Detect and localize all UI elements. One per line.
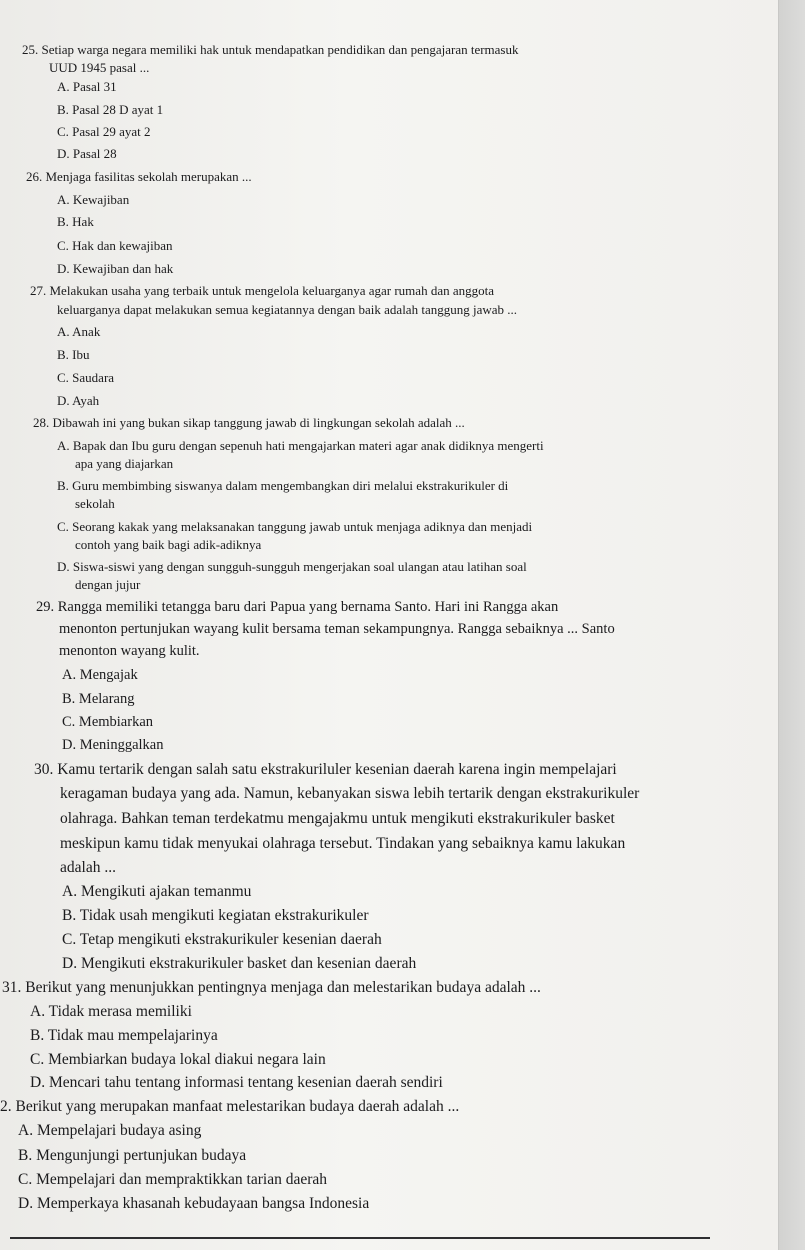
question-28-option-b-line-1[interactable]: B. Guru membimbing siswanya dalam mengembangkan diri melalui ekstrakurikuler di [57, 478, 509, 493]
question-number: 26. [26, 169, 43, 184]
question-32-option-a[interactable]: A. Mempelajari budaya asing [18, 1122, 202, 1139]
question-25-option-a[interactable]: A. Pasal 31 [57, 79, 117, 94]
question-25-option-d[interactable]: D. Pasal 28 [57, 146, 117, 161]
question-30-option-c[interactable]: C. Tetap mengikuti ekstrakurikuler kesenian daerah [62, 931, 382, 948]
question-30-option-a[interactable]: A. Mengikuti ajakan temanmu [62, 883, 252, 900]
question-30-stem-line-3: olahraga. Bahkan teman terdekatmu mengajakmu untuk mengikuti ekstrakurikuler basket [60, 810, 615, 827]
question-text: Setiap warga negara memiliki hak untuk mendapatkan pendidikan dan pengajaran termasuk [41, 42, 519, 57]
bottom-divider [10, 1237, 710, 1239]
question-number: 2. [0, 1098, 12, 1115]
question-25-option-c[interactable]: C. Pasal 29 ayat 2 [57, 124, 151, 139]
question-30-stem-line-1 [34, 762, 617, 778]
question-26-option-b[interactable]: B. Hak [57, 214, 94, 229]
question-29-stem-line-3: menonton wayang kulit. [59, 643, 200, 659]
question-29-option-d[interactable]: D. Meninggalkan [62, 737, 164, 753]
question-29-option-c[interactable]: C. Membiarkan [62, 714, 154, 730]
question-26-stem [26, 170, 252, 183]
question-31-option-c[interactable]: C. Membiarkan budaya lokal diakui negara lain [30, 1051, 326, 1068]
question-27-option-b[interactable]: B. Ibu [57, 347, 90, 362]
question-27-stem-line-1 [30, 284, 494, 297]
question-text: Kamu tertarik dengan salah satu ekstrakuriluler kesenian daerah karena ingin mempelajari [57, 761, 617, 778]
question-31-option-b[interactable]: B. Tidak mau mempelajarinya [30, 1027, 218, 1044]
question-text: Berikut yang menunjukkan pentingnya menjaga dan melestarikan budaya adalah ... [25, 979, 541, 996]
question-27-option-d[interactable]: D. Ayah [57, 393, 100, 408]
question-number: 25. [22, 42, 39, 57]
question-number: 28. [33, 415, 50, 430]
question-29-stem-line-1 [36, 600, 558, 615]
question-29-option-b[interactable]: B. Melarang [62, 691, 135, 707]
question-30-option-d[interactable]: D. Mengikuti ekstrakurikuler basket dan kesenian daerah [62, 955, 417, 972]
question-26-option-c[interactable]: C. Hak dan kewajiban [57, 238, 173, 253]
question-25-stem-line-2: UUD 1945 pasal ... [49, 60, 150, 75]
question-28-option-a-line-1[interactable]: A. Bapak dan Ibu guru dengan sepenuh hati mengajarkan materi agar anak didiknya mengerti [57, 438, 544, 453]
question-27-option-c[interactable]: C. Saudara [57, 370, 115, 385]
question-27-stem-line-2: keluarganya dapat melakukan semua kegiatannya dengan baik adalah tanggung jawab ... [57, 302, 518, 317]
question-number: 29. [36, 599, 55, 615]
question-32-option-b[interactable]: B. Mengunjungi pertunjukan budaya [18, 1147, 247, 1164]
question-text: Melakukan usaha yang terbaik untuk mengelola keluarganya agar rumah dan anggota [49, 283, 494, 298]
question-28-option-d-line-1[interactable]: D. Siswa-siswi yang dengan sungguh-sungguh mengerjakan soal ulangan atau latihan soal [57, 559, 527, 574]
question-31-option-a[interactable]: A. Tidak merasa memiliki [30, 1003, 192, 1020]
question-text: Menjaga fasilitas sekolah merupakan ... [45, 169, 252, 184]
question-28-option-c-line-1[interactable]: C. Seorang kakak yang melaksanakan tanggung jawab untuk menjaga adiknya dan menjadi [57, 519, 533, 534]
question-28-option-c-line-2[interactable]: contoh yang baik bagi adik-adiknya [75, 537, 262, 552]
question-number: 30. [34, 761, 54, 778]
question-text: Berikut yang merupakan manfaat melestarikan budaya daerah adalah ... [15, 1098, 460, 1115]
question-32-stem [0, 1099, 459, 1115]
question-27-option-a[interactable]: A. Anak [57, 324, 101, 339]
question-26-option-d[interactable]: D. Kewajiban dan hak [57, 261, 174, 276]
question-text: Rangga memiliki tetangga baru dari Papua yang bernama Santo. Hari ini Rangga akan [57, 599, 559, 615]
question-number: 31. [2, 979, 22, 996]
question-25-option-b[interactable]: B. Pasal 28 D ayat 1 [57, 102, 164, 117]
question-25-stem-line-1 [22, 43, 519, 56]
question-32-option-d[interactable]: D. Memperkaya khasanah kebudayaan bangsa Indonesia [18, 1195, 370, 1212]
question-30-option-b[interactable]: B. Tidak usah mengikuti kegiatan ekstrakurikuler [62, 907, 369, 924]
question-30-stem-line-4: meskipun kamu tidak menyukai olahraga tersebut. Tindakan yang sebaiknya kamu lakukan [60, 835, 626, 852]
question-26-option-a[interactable]: A. Kewajiban [57, 192, 130, 207]
question-29-stem-line-2: menonton pertunjukan wayang kulit bersama teman sekampungnya. Rangga sebaiknya ... Santo [59, 621, 615, 637]
question-28-stem [33, 416, 465, 429]
question-28-option-d-line-2[interactable]: dengan jujur [75, 577, 141, 592]
question-28-option-b-line-2[interactable]: sekolah [75, 496, 115, 511]
question-text: Dibawah ini yang bukan sikap tanggung jawab di lingkungan sekolah adalah ... [52, 415, 465, 430]
question-29-option-a[interactable]: A. Mengajak [62, 667, 138, 683]
question-30-stem-line-5: adalah ... [60, 859, 116, 876]
question-30-stem-line-2: keragaman budaya yang ada. Namun, kebanyakan siswa lebih tertarik dengan ekstrakurikuler [60, 785, 640, 802]
question-31-option-d[interactable]: D. Mencari tahu tentang informasi tentang kesenian daerah sendiri [30, 1074, 443, 1091]
question-32-option-c[interactable]: C. Mempelajari dan mempraktikkan tarian daerah [18, 1171, 328, 1188]
question-number: 27. [30, 283, 47, 298]
question-31-stem [2, 980, 541, 996]
page-edge-shadow [778, 0, 805, 1250]
question-28-option-a-line-2[interactable]: apa yang diajarkan [75, 456, 174, 471]
